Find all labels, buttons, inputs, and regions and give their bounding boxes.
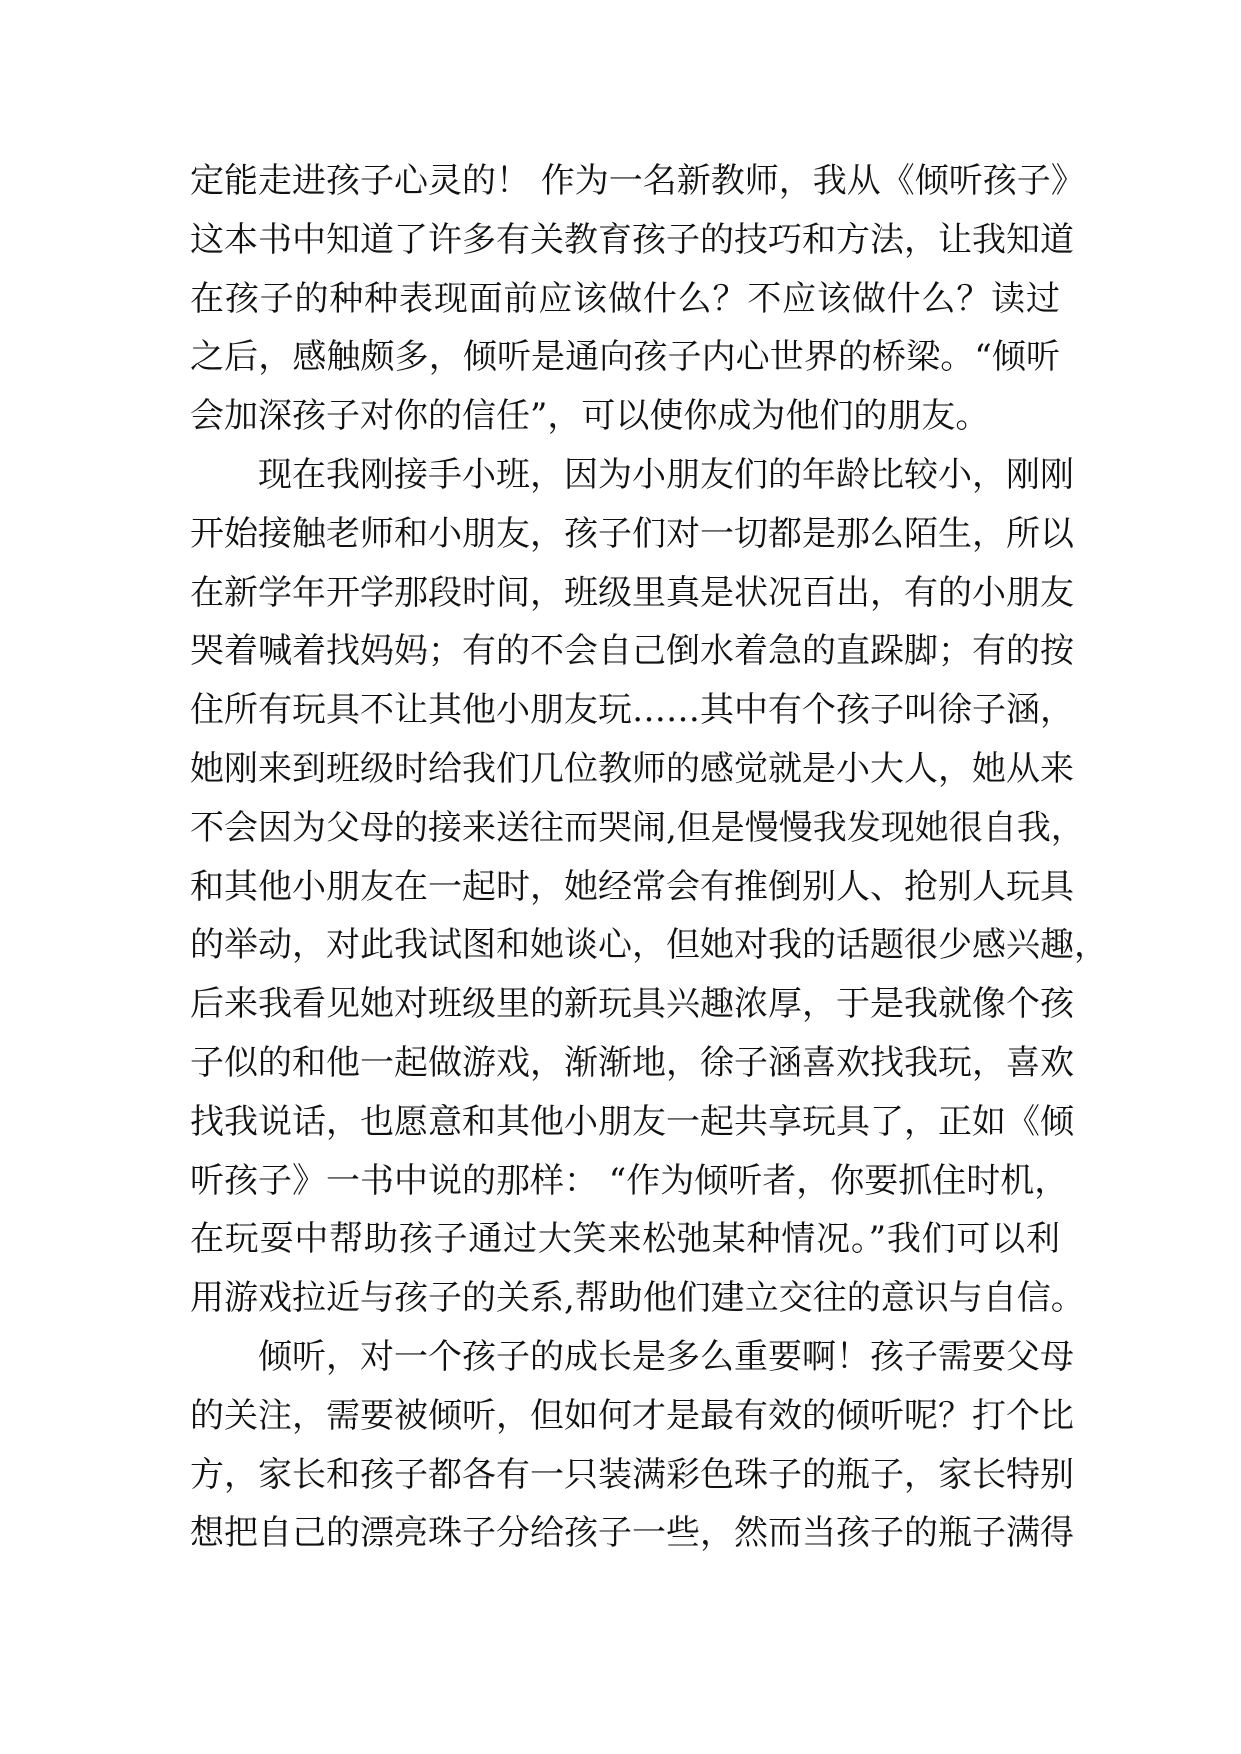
text-line: 倾听，对一个孩子的成长是多么重要啊！孩子需要父母 bbox=[258, 1336, 1074, 1377]
text-line: 住所有玩具不让其他小朋友玩……其中有个孩子叫徐子涵， bbox=[190, 690, 1074, 731]
text-line: 找我说话，也愿意和其他小朋友一起共享玩具了，正如《倾 bbox=[190, 1101, 1074, 1142]
text-line: 的举动，对此我试图和她谈心，但她对我的话题很少感兴趣， bbox=[190, 925, 1108, 966]
text-line: 的关注，需要被倾听，但如何才是最有效的倾听呢？打个比 bbox=[190, 1395, 1074, 1436]
text-line: 她刚来到班级时给我们几位教师的感觉就是小大人，她从来 bbox=[190, 748, 1074, 789]
text-line: 在玩耍中帮助孩子通过大笑来松弛某种情况。”我们可以利 bbox=[190, 1219, 1060, 1260]
text-line: 在新学年开学那段时间，班级里真是状况百出，有的小朋友 bbox=[190, 572, 1074, 613]
text-line: 用游戏拉近与孩子的关系,帮助他们建立交往的意识与自信。 bbox=[190, 1278, 1085, 1319]
text-line: 子似的和他一起做游戏，渐渐地，徐子涵喜欢找我玩，喜欢 bbox=[190, 1042, 1074, 1083]
text-line: 后来我看见她对班级里的新玩具兴趣浓厚，于是我就像个孩 bbox=[190, 984, 1074, 1025]
text-line: 方，家长和孩子都各有一只装满彩色珠子的瓶子，家长特别 bbox=[190, 1454, 1074, 1495]
body-text bbox=[190, 152, 1108, 1563]
text-line: 之后，感触颇多，倾听是通向孩子内心世界的桥梁。“倾听 bbox=[190, 337, 1060, 378]
text-line: 会加深孩子对你的信任”，可以使你成为他们的朋友。 bbox=[190, 396, 990, 437]
text-line: 现在我刚接手小班，因为小朋友们的年龄比较小，刚刚 bbox=[258, 454, 1074, 495]
text-line: 不会因为父母的接来送往而哭闹,但是慢慢我发现她很自我， bbox=[190, 807, 1085, 848]
text-line: 和其他小朋友在一起时，她经常会有推倒别人、抢别人玩具 bbox=[190, 866, 1074, 907]
text-line: 开始接触老师和小朋友，孩子们对一切都是那么陌生，所以 bbox=[190, 513, 1074, 554]
text-line: 定能走进孩子心灵的！ 作为一名新教师，我从《倾听孩子》 bbox=[190, 161, 1085, 201]
text-line: 在孩子的种种表现面前应该做什么？不应该做什么？读过 bbox=[190, 278, 1060, 319]
text-line: 这本书中知道了许多有关教育孩子的技巧和方法，让我知道 bbox=[190, 219, 1074, 260]
text-line: 听孩子》一书中说的那样： “作为倾听者，你要抓住时机， bbox=[190, 1160, 1069, 1201]
text-line: 想把自己的漂亮珠子分给孩子一些，然而当孩子的瓶子满得 bbox=[190, 1513, 1074, 1554]
text-line: 哭着喊着找妈妈；有的不会自己倒水着急的直跺脚；有的按 bbox=[190, 631, 1074, 672]
